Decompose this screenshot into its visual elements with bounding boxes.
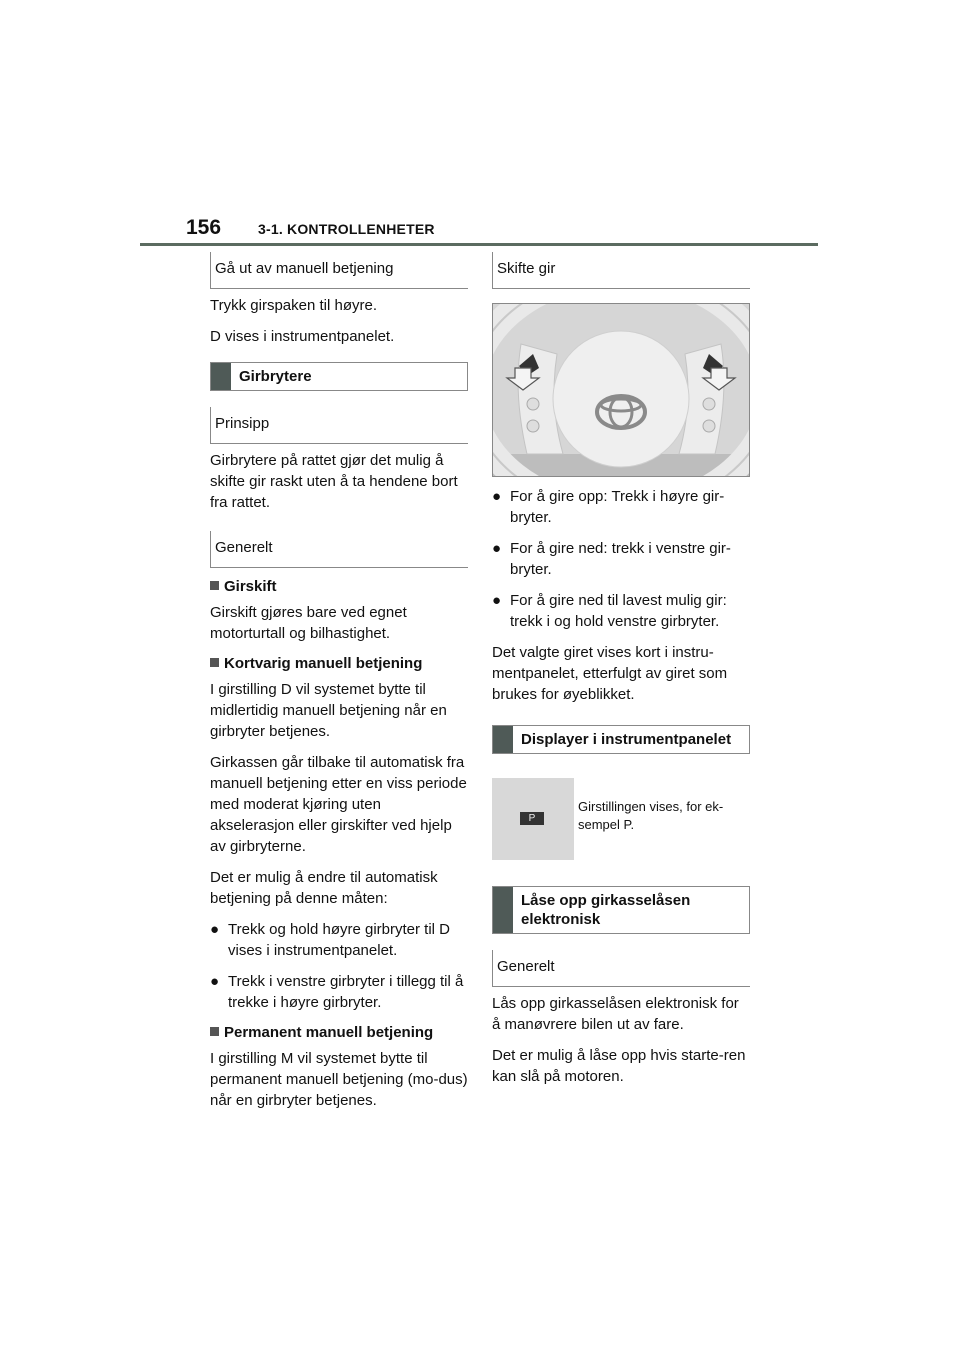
list-item-text: For å gire opp: Trekk i høyre gir-bryter. [510, 488, 725, 526]
permanent-title [210, 1022, 468, 1043]
generelt-heading-right: Generelt [492, 950, 750, 987]
bullet-dot-icon: ● [210, 973, 220, 990]
right-column [492, 252, 750, 1087]
steering-wheel-image [492, 303, 750, 477]
exit-text-2: D vises i instrumentpanelet. [210, 328, 395, 345]
list-item [210, 919, 468, 961]
permanent-text: I girstilling M vil systemet bytte til permanent manuell betjening (mo-dus) når en girbryter betjenes. [210, 1050, 468, 1109]
girskift-title [210, 576, 468, 597]
list-item-text: For å gire ned til lavest mulig gir: trekk i og hold venstre girbryter. [510, 592, 727, 630]
kortvarig-title [210, 653, 468, 674]
heading-bar [493, 726, 513, 753]
display-caption: Girstillingen vises, for ek-sempel P. [578, 799, 724, 832]
prinsipp-text: Girbrytere på rattet gjør det mulig å skifte gir raskt uten å ta hendene bort fra rattet. [210, 452, 458, 511]
square-bullet-icon [210, 1027, 219, 1036]
section-title: 3-1. KONTROLLENHETER [258, 221, 435, 237]
lase-opp-heading [492, 886, 750, 934]
girbrytere-heading [210, 362, 468, 391]
bullet-dot-icon: ● [210, 921, 220, 938]
steering-wheel-illustration [493, 304, 749, 476]
square-bullet-icon [210, 581, 219, 590]
square-bullet-icon [210, 658, 219, 667]
page-header [140, 210, 820, 248]
list-item [210, 971, 468, 1013]
permanent-title-label: Permanent manuell betjening [224, 1024, 434, 1041]
kortvarig-text-2: Girkassen går tilbake til automatisk fra manuell betjening etter en viss periode med moderat kjøring uten akselerasjon eller girskifter ved hjelp av girbryterne. [210, 754, 467, 855]
list-item [492, 486, 750, 528]
exit-text-1: Trykk girspaken til høyre. [210, 297, 377, 314]
kortvarig-text-1: I girstilling D vil systemet bytte til midlertidig manuell betjening når en girbryter betjenes. [210, 681, 447, 740]
list-item [492, 590, 750, 632]
generelt-heading-left: Generelt [210, 531, 468, 568]
gear-display-text: Det valgte giret vises kort i instru-mentpanelet, etterfulgt av giret som brukes for øyeblikket. [492, 644, 728, 703]
header-rule [140, 243, 818, 246]
display-thumbnail [492, 778, 574, 860]
skifte-gir-heading: Skifte gir [492, 252, 750, 289]
exit-manual-heading: Gå ut av manuell betjening [210, 252, 468, 289]
page-number: 156 [186, 216, 222, 239]
display-example [492, 778, 750, 860]
bullet-dot-icon: ● [492, 592, 502, 609]
bullet-dot-icon: ● [492, 488, 502, 505]
list-item-text: Trekk og hold høyre girbryter til D vises i instrumentpanelet. [228, 921, 451, 959]
list-item [492, 538, 750, 580]
lase-opp-text-1: Lås opp girkasselåsen elektronisk for å manøvrere bilen ut av fare. [492, 995, 739, 1033]
heading-bar [211, 363, 231, 390]
list-item-text: Trekk i venstre girbryter i tillegg til å trekke i høyre girbryter. [228, 973, 464, 1011]
girskift-title-label: Girskift [224, 578, 277, 595]
list-item-text: For å gire ned: trekk i venstre gir-bryter. [510, 540, 731, 578]
kortvarig-text-3: Det er mulig å endre til automatisk betjening på denne måten: [210, 869, 438, 907]
prinsipp-heading: Prinsipp [210, 407, 468, 444]
left-column [210, 252, 468, 1111]
display-heading-label: Displayer i instrumentpanelet [521, 731, 732, 748]
bullet-dot-icon: ● [492, 540, 502, 557]
lase-opp-heading-label: Låse opp girkasselåsen elektronisk [521, 892, 691, 928]
gear-p-icon: P [520, 812, 544, 825]
girbrytere-heading-label: Girbrytere [239, 368, 312, 385]
heading-bar [493, 887, 513, 933]
lase-opp-text-2: Det er mulig å låse opp hvis starte-ren kan slå på motoren. [492, 1047, 746, 1085]
display-heading [492, 725, 750, 754]
kortvarig-title-label: Kortvarig manuell betjening [224, 655, 423, 672]
girskift-text: Girskift gjøres bare ved egnet motorturtall og bilhastighet. [210, 604, 407, 642]
